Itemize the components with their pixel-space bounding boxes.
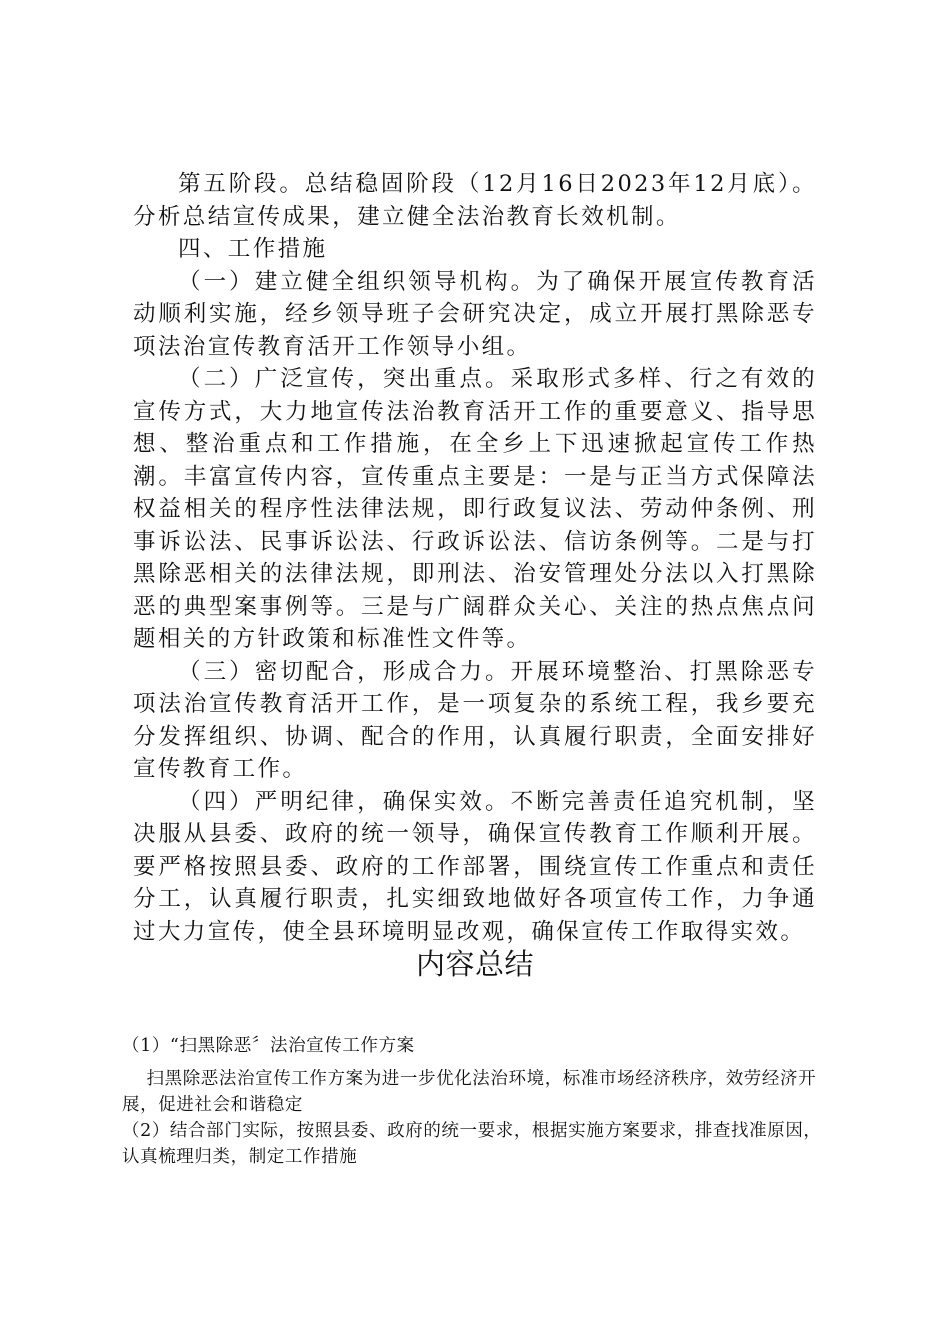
- summary-item-1-text: 扫黑除恶法治宣传工作方案为进一步优化法治环境，标准市场经济秩序，效劳经济开展，促进社会和谐稳定: [122, 1069, 817, 1115]
- paragraph-measure-one: （一）建立健全组织领导机构。为了确保开展宣传教育活动顺利实施，经乡领导班子会研究决定，成立开展打黑除恶专项法治宣传教育活开工作领导小组。: [133, 268, 817, 360]
- summary-title: 内容总结: [415, 947, 534, 981]
- section-heading-work-measures: 四、工作措施: [178, 236, 328, 262]
- document-body: [133, 168, 817, 948]
- paragraph-measure-three: （三）密切配合，形成合力。开展环境整治、打黑除恶专项法治宣传教育活开工作，是一项复杂的系统工程，我乡要充分发挥组织、协调、配合的作用，认真履行职责，全面安排好宣传教育工作。: [133, 658, 817, 782]
- summary-section: [122, 1033, 828, 1170]
- summary-item-1-heading: （1）“扫黑除恶〞法治宣传工作方案: [122, 1036, 415, 1056]
- paragraph-stage-five: 第五阶段。总结稳固阶段（12月16日2023年12月底）。分析总结宣传成果，建立健全法治教育长效机制。: [133, 171, 817, 230]
- paragraph-measure-four: （四）严明纪律，确保实效。不断完善责任追究机制，坚决服从县委、政府的统一领导，确保宣传教育工作顺利开展。要严格按照县委、政府的工作部署，围绕宣传工作重点和责任分工，认真履行职责，扎实细致地做好各项宣传工作，力争通过大力宣传，使全县环境明显改观，确保宣传工作取得实效。: [133, 788, 817, 945]
- paragraph-measure-two: （二）广泛宣传，突出重点。采取形式多样、行之有效的宣传方式，大力地宣传法治教育活开工作的重要意义、指导思想、整治重点和工作措施，在全乡上下迅速掀起宣传工作热潮。丰富宣传内容，宣传重点主要是：一是与正当方式保障法权益相关的程序性法律法规，即行政复议法、劳动仲条例、刑事诉讼法、民事诉讼法、行政诉讼法、信访条例等。二是与打黑除恶相关的法律法规，即刑法、治安管理处分法以入打黑除恶的典型案事例等。三是与广阔群众关心、关注的热点焦点问题相关的方针政策和标准性文件等。: [133, 366, 817, 652]
- summary-item-2-text: （2）结合部门实际，按照县委、政府的统一要求，根据实施方案要求，排查找准原因，认真梳理归类，制定工作措施: [122, 1121, 822, 1167]
